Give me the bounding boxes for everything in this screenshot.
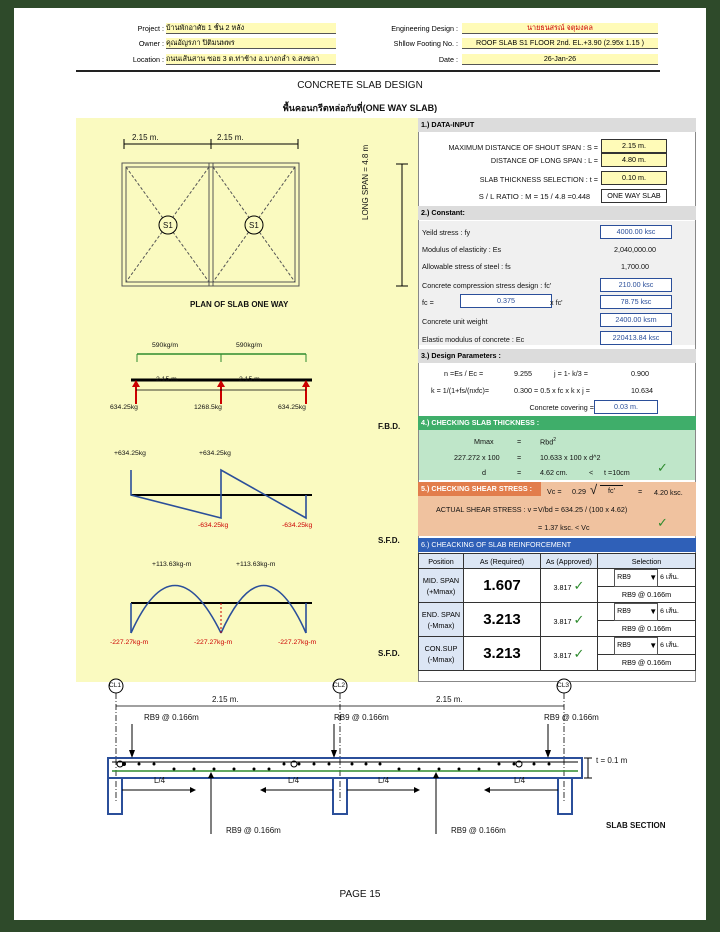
fcp-label: Concrete compression stress design : fc' — [422, 281, 552, 290]
position-cell: MID. SPAN (+Mmax) — [419, 569, 464, 603]
ratio-result: ONE WAY SLAB — [601, 189, 667, 203]
date-value: 26-Jan-26 — [462, 54, 658, 65]
cover-label: Concrete covering = — [529, 403, 594, 412]
bar-spacing: RB9 @ 0.166m — [621, 658, 672, 667]
fc-times: x fc' — [550, 298, 563, 307]
es-label: Modulus of elasticity : Es — [422, 245, 502, 254]
dropdown-arrow-icon: ▼ — [649, 607, 658, 616]
as-approved-cell: 3.817 ✓ — [541, 569, 598, 603]
k-value: 0.300 — [514, 386, 532, 395]
cl1-label: CL1 — [109, 682, 122, 689]
as-approved-cell: 3.817 ✓ — [541, 637, 598, 671]
n-label: n =Es / Ec = — [444, 369, 484, 378]
slab-label-2: S1 — [249, 221, 259, 230]
t-compare: t =10cm — [604, 468, 630, 477]
es-value: 2,040,000.00 — [614, 245, 656, 254]
page-subtitle: พื้นคอนกรีตหล่อกับที่(ONE WAY SLAB) — [282, 103, 438, 113]
location-label: Location : — [132, 55, 164, 64]
mmax-label: Mmax — [474, 437, 494, 446]
engineer-value: นายธนสรณ์ จตุมงคล — [462, 23, 658, 34]
wc-label: Concrete unit weight — [422, 317, 488, 326]
fc-value: 78.75 ksc — [600, 295, 672, 309]
as-required-cell: 3.213 — [464, 637, 541, 671]
bottom-rebar-1: RB9 @ 0.166m — [226, 826, 281, 835]
footing-value: ROOF SLAB S1 FLOOR 2nd. EL.+3.90 (2.95x 1.15 ) — [462, 38, 658, 49]
cl2-label: CL2 — [333, 682, 346, 689]
section-3-title: 3.) Design Parameters : — [418, 349, 696, 363]
plan-dim-2: 2.15 m. — [217, 133, 244, 142]
fbd-span-1: 2.15 m. — [156, 376, 179, 383]
top-rebar-1: RB9 @ 0.166m — [144, 713, 199, 722]
quarter-span-2: L/4 — [288, 776, 300, 785]
section-2-title: 2.) Constant: — [418, 206, 696, 220]
page-number: PAGE 15 — [339, 889, 381, 900]
j-label: j = 1- k/3 = — [554, 369, 588, 378]
ec-value: 220413.84 ksc — [600, 331, 672, 345]
check-icon: ✓ — [657, 515, 668, 530]
selection-cell — [598, 603, 696, 637]
fc-factor: 0.375 — [460, 294, 552, 308]
fy-value: 4000.00 ksc — [600, 225, 672, 239]
short-span-label: MAXIMUM DISTANCE OF SHOUT SPAN : S = — [448, 143, 598, 152]
section-6-title: 6.) CHEACKING OF SLAB REINFORCEMENT — [418, 538, 696, 552]
table-row — [419, 569, 696, 603]
check-icon: ✓ — [657, 460, 668, 475]
fs-value: 1,700.00 — [621, 262, 649, 271]
bar-select[interactable]: RB9 ▼ — [614, 603, 658, 621]
dropdown-arrow-icon: ▼ — [649, 641, 658, 650]
sfd-neg-2: -634.25kg — [282, 522, 313, 529]
fc-label: fc = — [422, 298, 434, 307]
header-rule — [76, 70, 660, 72]
bmd-pos-1: +113.63kg-m — [152, 561, 192, 568]
footing-label: Shllow Footing No. : — [393, 39, 458, 48]
lt-sign: < — [589, 468, 594, 477]
quarter-span-1: L/4 — [154, 776, 166, 785]
owner-value: คุณอัญรภา ปิติมนพพร — [166, 38, 336, 49]
bar-count: 6 เส้น. — [660, 574, 679, 581]
vc-value: 4.20 ksc. — [654, 488, 683, 497]
bmd-neg-1: -227.27kg-m — [110, 639, 149, 646]
ec-label: Elastic modulus of concrete : Ec — [422, 335, 525, 344]
top-rebar-2: RB9 @ 0.166m — [334, 713, 389, 722]
bar-spacing: RB9 @ 0.166m — [621, 590, 672, 599]
header-as-approved: As (Approved) — [541, 554, 598, 569]
vc-label: Vc = — [547, 487, 562, 496]
v-formula: V/bd = 634.25 / (100 x 4.62) — [538, 505, 628, 514]
selection-cell — [598, 637, 696, 671]
short-span-value: 2.15 m. — [601, 139, 667, 153]
v-result: = 1.37 ksc. < Vc — [538, 523, 590, 532]
r-label: = 0.5 x fc x k x j = — [534, 386, 590, 395]
table-row — [419, 637, 696, 671]
location-value: ถนนเส้นสาน ซอย 3 ต.ท่าช้าง อ.บางกล่ำ จ.สงขลา — [166, 54, 336, 65]
d-value: 4.62 cm. — [540, 468, 568, 477]
fs-label: Allowable stress of steel : fs — [422, 262, 511, 271]
reaction-2: 1268.5kg — [194, 404, 222, 411]
selection-cell — [598, 569, 696, 603]
top-rebar-3: RB9 @ 0.166m — [544, 713, 599, 722]
report-page — [14, 8, 706, 920]
section-1-title: 1.) DATA-INPUT — [418, 118, 696, 132]
sfd-label: S.F.D. — [378, 536, 400, 545]
thickness-value: 0.10 m. — [601, 171, 667, 185]
long-span-label: LONG SPAN = 4.8 m — [361, 144, 370, 220]
dropdown-arrow-icon: ▼ — [649, 573, 658, 582]
project-label: Project : — [137, 24, 164, 33]
load-label-2: 590kg/m — [236, 342, 263, 349]
section-dim-2: 2.15 m. — [436, 695, 463, 704]
j-value: 0.900 — [631, 369, 649, 378]
v-label: ACTUAL SHEAR STRESS : v = — [436, 505, 538, 514]
r-value: 10.634 — [631, 386, 653, 395]
section-4-title: 4.) CHECKING SLAB THICKNESS : — [418, 416, 696, 430]
engineer-label: Engineering Design : — [391, 24, 458, 33]
as-required-cell: 3.213 — [464, 603, 541, 637]
cl3-label: CL3 — [557, 682, 570, 689]
plan-dim-1: 2.15 m. — [132, 133, 159, 142]
bar-select[interactable]: RB9 ▼ — [614, 569, 658, 587]
header-selection: Selection — [598, 554, 696, 569]
bar-select[interactable]: RB9 ▼ — [614, 637, 658, 655]
thickness-label: SLAB THICKNESS SELECTION : t = — [479, 175, 598, 184]
bar-count: 6 เส้น. — [660, 608, 679, 615]
sfd-pos-1: +634.25kg — [114, 450, 146, 457]
slab-label-1: S1 — [163, 221, 173, 230]
ratio-label: S / L RATIO : M = 15 / 4.8 = — [478, 192, 572, 201]
table-row — [419, 603, 696, 637]
owner-label: Owner : — [138, 39, 164, 48]
vc-fc: fc' — [600, 485, 623, 495]
section-title: SLAB SECTION — [606, 821, 666, 830]
fy-label: Yeild stress : fy — [422, 228, 471, 237]
section-5-title: 5.) CHECKING SHEAR STRESS : — [418, 482, 541, 496]
vc-coef: 0.29 — [572, 487, 586, 496]
moment-eq: = — [517, 453, 522, 462]
reaction-1: 634.25kg — [110, 404, 138, 411]
load-label-1: 590kg/m — [152, 342, 179, 349]
bending-moment-diagram — [131, 586, 312, 634]
section-dim-1: 2.15 m. — [212, 695, 239, 704]
wc-value: 2400.00 ksm — [600, 313, 672, 327]
sfd-neg-1: -634.25kg — [198, 522, 229, 529]
long-span-label-r: DISTANCE OF LONG SPAN : L = — [490, 156, 598, 165]
fbd-label: F.B.D. — [378, 422, 401, 431]
reinforcement-table — [418, 553, 696, 671]
shear-force-diagram — [131, 470, 312, 518]
ratio-value: 0.448 — [572, 192, 590, 201]
as-required-cell: 1.607 — [464, 569, 541, 603]
bar-count: 6 เส้น. — [660, 642, 679, 649]
header-as-required: As (Required) — [464, 554, 541, 569]
sfd-pos-2: +634.25kg — [199, 450, 231, 457]
bmd-neg-2: -227.27kg-m — [194, 639, 233, 646]
bmd-pos-2: +113.63kg-m — [236, 561, 276, 568]
moment-right: 10.633 x 100 x d^2 — [540, 453, 601, 462]
position-cell: CON.SUP (-Mmax) — [419, 637, 464, 671]
quarter-span-4: L/4 — [514, 776, 526, 785]
project-value: บ้านพักอาศัย 1 ชั้น 2 หลัง — [166, 23, 336, 34]
bottom-rebar-2: RB9 @ 0.166m — [451, 826, 506, 835]
sqrt-icon: √ — [590, 482, 598, 497]
bar-spacing: RB9 @ 0.166m — [621, 624, 672, 633]
vc-eq: = — [638, 487, 643, 496]
bmd-neg-3: -227.27kg-m — [278, 639, 317, 646]
d-label: d — [482, 468, 486, 477]
rbd-label: Rbd$^2$ — [540, 437, 556, 447]
date-label: Date : — [438, 55, 458, 64]
cover-value: 0.03 m. — [594, 400, 658, 414]
bmd-label: S.F.D. — [378, 649, 400, 658]
mmax-eq: = — [517, 437, 522, 446]
as-approved-cell: 3.817 ✓ — [541, 603, 598, 637]
fcp-value: 210.00 ksc — [600, 278, 672, 292]
position-cell: END. SPAN (-Mmax) — [419, 603, 464, 637]
k-label: k = 1/(1+fs/(nxfc)= — [431, 386, 490, 395]
moment-left: 227.272 x 100 — [454, 453, 500, 462]
plan-title: PLAN OF SLAB ONE WAY — [190, 300, 289, 309]
page-title: CONCRETE SLAB DESIGN — [297, 80, 423, 91]
n-value: 9.255 — [514, 369, 532, 378]
quarter-span-3: L/4 — [378, 776, 390, 785]
fbd-span-2: 2.15 m. — [239, 376, 262, 383]
d-eq: = — [517, 468, 522, 477]
long-span-value: 4.80 m. — [601, 153, 667, 167]
slab-thickness: t = 0.1 m — [596, 756, 628, 765]
header-position: Position — [419, 554, 464, 569]
table-header-row — [419, 554, 696, 569]
reaction-3: 634.25kg — [278, 404, 306, 411]
